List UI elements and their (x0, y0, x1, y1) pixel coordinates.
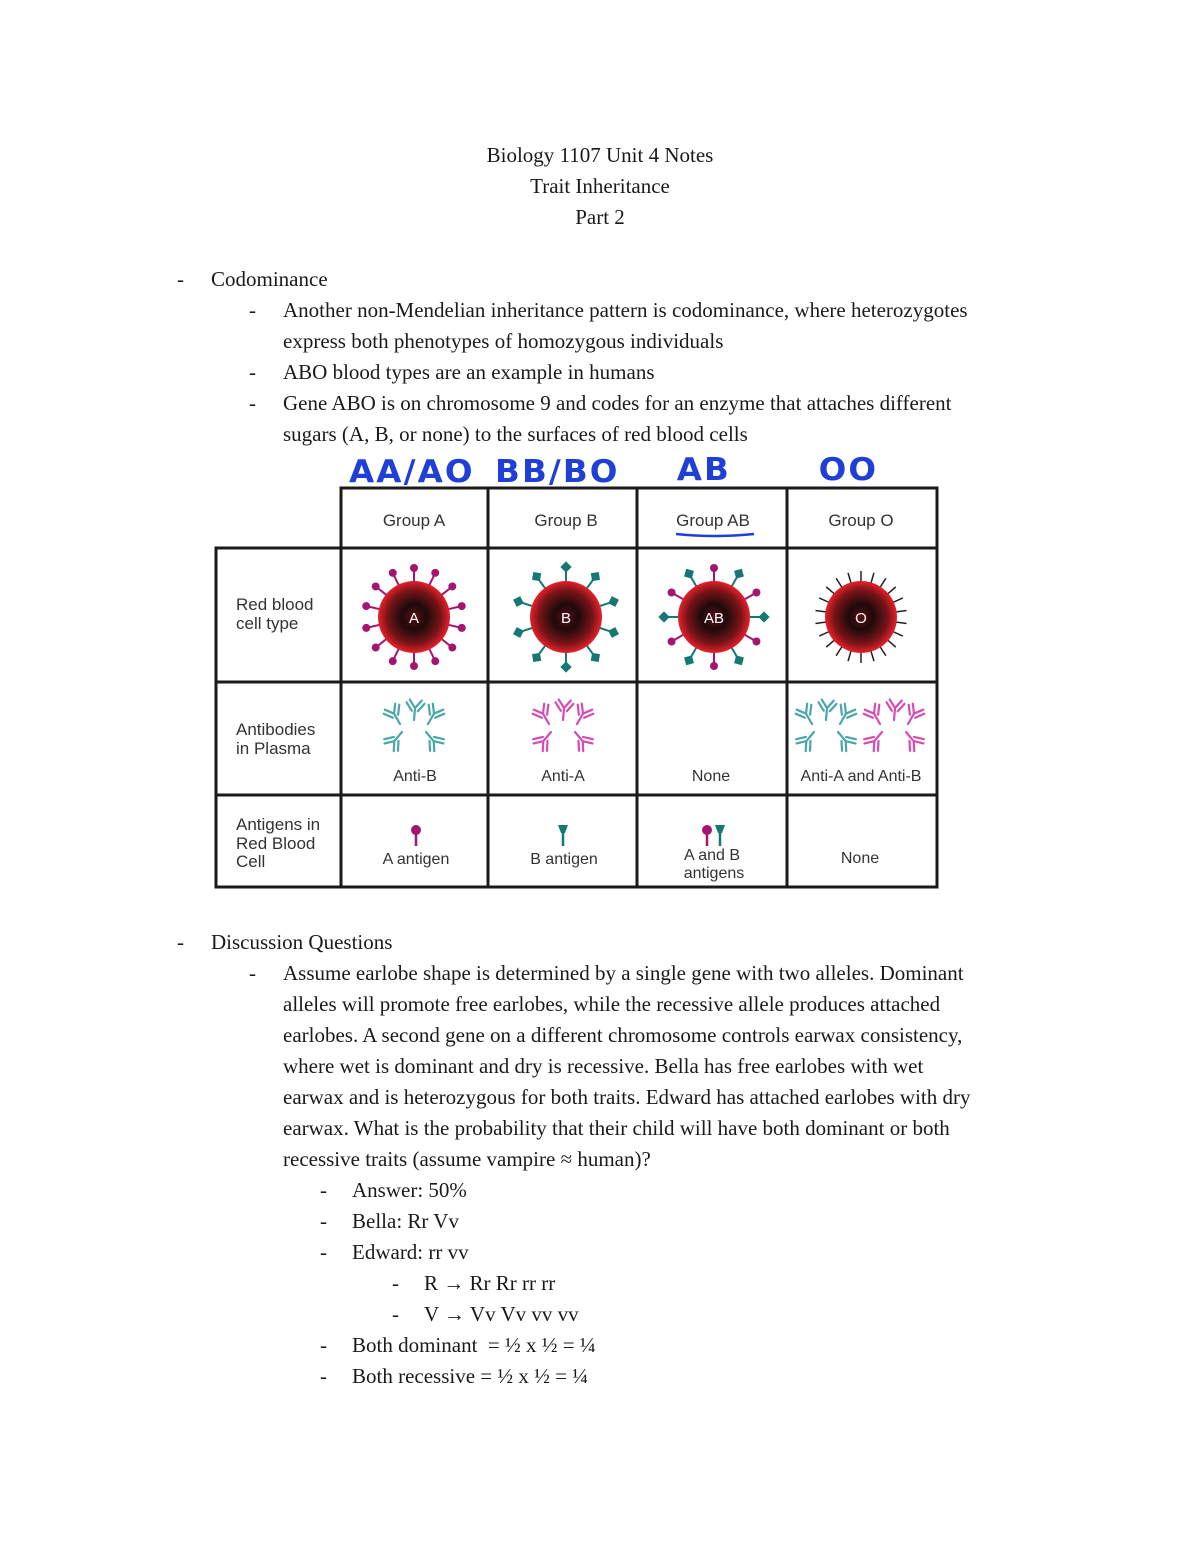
rbc-group-b (513, 561, 619, 672)
rbc-group-ab (658, 564, 769, 670)
row-label-antibodies-2: in Plasma (236, 739, 311, 758)
b-antigen-head (513, 596, 524, 607)
row-label-antigens-3: Cell (236, 852, 266, 871)
bullet-dash: - (249, 298, 256, 322)
a-antigen-icon (411, 825, 421, 846)
discussion-heading: Discussion Questions (211, 930, 393, 954)
b-antigen-icon (558, 825, 568, 846)
rbc-letter-b: B (560, 610, 572, 627)
cross-r: R → Rr Rr rr rr (424, 1271, 556, 1295)
question-line-4: where wet is dominant and dry is recessive. Bella has free earlobes with wet (283, 1054, 924, 1078)
bullet-dash: - (249, 391, 256, 415)
question-line-6: earwax. What is the probability that their child will have both dominant or both (283, 1116, 950, 1140)
rbc-letter-a: A (408, 610, 420, 627)
b-antigen-head (658, 611, 669, 622)
header-group-a: Group A (382, 511, 446, 530)
row-label-rbc-2: cell type (236, 614, 299, 633)
both-recessive: Both recessive = ½ x ½ = ¼ (352, 1364, 588, 1388)
bullet-dash: - (177, 930, 184, 954)
a-antigen-head (410, 662, 418, 670)
b-antigen-head (734, 655, 744, 665)
a-antigen-head (431, 569, 439, 577)
antigen-label-ab-2: antigens (683, 865, 745, 882)
rbc-group-o (815, 571, 906, 663)
header-group-ab: Group AB (676, 511, 750, 530)
antigen-label-b: B antigen (530, 851, 598, 868)
b-antigen-head (513, 627, 524, 638)
rbc-group-a (362, 564, 466, 670)
answer-text: Answer: 50% (352, 1178, 467, 1202)
codominance-heading: Codominance (211, 267, 328, 291)
header-group-b: Group B (534, 511, 598, 530)
bullet-dash: - (392, 1271, 399, 1295)
a-antigen-head (372, 644, 380, 652)
b-antigen-head (608, 627, 619, 638)
question-line-5: earwax and is heterozygous for both traits. Edward has attached earlobes with dry (283, 1085, 971, 1109)
codominance-bullet-3-cont: sugars (A, B, or none) to the surfaces of red blood cells (283, 422, 748, 446)
antibody-label-b: Anti-A (541, 768, 585, 785)
rbc-letter-o: O (855, 610, 867, 627)
handwritten-genotype-a: AA/AO (349, 454, 475, 490)
a-antigen-head (448, 582, 456, 590)
question-line-3: earlobes. A second gene on a different chromosome controls earwax consistency, (283, 1023, 963, 1047)
a-antigen-head (710, 564, 718, 572)
b-antigen-head (532, 653, 541, 662)
bullet-dash: - (320, 1364, 327, 1388)
a-antigen-head (458, 624, 466, 632)
codominance-bullet-2: ABO blood types are an example in humans (283, 360, 655, 384)
a-antigen-head (389, 657, 397, 665)
a-antigen-head (448, 644, 456, 652)
bullet-dash: - (177, 267, 184, 291)
codominance-bullet-3: Gene ABO is on chromosome 9 and codes for an enzyme that attaches different (283, 391, 952, 415)
antibody-anti-a-graphic (531, 699, 595, 753)
a-antigen-head (458, 602, 466, 610)
handwritten-underline (676, 534, 754, 536)
a-antigen-head (752, 589, 760, 597)
antigen-label-ab-1: A and B (683, 847, 741, 864)
antibody-label-o: Anti-A and Anti-B (800, 768, 922, 785)
antibody-anti-a-graphic-o (862, 699, 926, 753)
codominance-bullet-1-cont: express both phenotypes of homozygous individuals (283, 329, 724, 353)
row-label-antigens-2: Red Blood (236, 834, 316, 853)
a-antigen-head (710, 662, 718, 670)
antigen-label-o: None (840, 850, 880, 867)
b-antigen-head (684, 569, 694, 579)
question-line-2: alleles will promote free earlobes, while the recessive allele produces attached (283, 992, 941, 1016)
question-line-7: recessive traits (assume vampire ≈ human)? (283, 1147, 651, 1171)
header-group-o: Group O (828, 511, 894, 530)
document-part: Part 2 (575, 205, 625, 229)
a-antigen-head (752, 638, 760, 646)
bullet-dash: - (320, 1333, 327, 1357)
ab-antigens-icon (702, 825, 725, 846)
b-antigen-head (758, 611, 769, 622)
a-antigen-head (362, 602, 370, 610)
cross-v: V → Vv Vv vv vv (424, 1302, 579, 1326)
a-antigen-head (668, 589, 676, 597)
antibody-label-a: Anti-B (393, 768, 437, 785)
b-antigen-head (734, 569, 744, 579)
a-antigen-head (410, 564, 418, 572)
codominance-bullet-1: Another non-Mendelian inheritance pattern is codominance, where heterozygotes (283, 298, 968, 322)
antibody-anti-b-graphic (382, 699, 446, 753)
b-antigen-head (591, 653, 600, 662)
bella-genotype: Bella: Rr Vv (352, 1209, 459, 1233)
a-antigen-head (372, 582, 380, 590)
document-subtitle: Trait Inheritance (530, 174, 670, 198)
b-antigen-head (684, 655, 694, 665)
b-antigen-head (560, 561, 571, 572)
rbc-letter-ab: AB (703, 610, 725, 627)
a-antigen-head (668, 638, 676, 646)
document-title: Biology 1107 Unit 4 Notes (486, 143, 714, 167)
b-antigen-head (591, 572, 600, 581)
row-label-antigens-1: Antigens in (236, 815, 321, 834)
handwritten-genotype-ab: AB (676, 452, 731, 488)
b-antigen-head (560, 661, 571, 672)
a-antigen-head (431, 657, 439, 665)
handwritten-genotype-b: BB/BO (495, 454, 620, 490)
antibody-anti-b-graphic-o (794, 699, 858, 753)
bullet-dash: - (320, 1209, 327, 1233)
handwritten-genotype-o: OO (818, 452, 879, 488)
question-line-1: Assume earlobe shape is determined by a single gene with two alleles. Dominant (283, 961, 964, 985)
bullet-dash: - (320, 1240, 327, 1264)
both-dominant: Both dominant = ½ x ½ = ¼ (352, 1333, 596, 1357)
row-label-rbc-1: Red blood (236, 595, 314, 614)
edward-genotype: Edward: rr vv (352, 1240, 469, 1264)
antibody-label-ab: None (691, 768, 731, 785)
a-antigen-head (389, 569, 397, 577)
b-antigen-head (532, 572, 541, 581)
antigen-label-a: A antigen (382, 851, 450, 868)
bullet-dash: - (392, 1302, 399, 1326)
bullet-dash: - (249, 360, 256, 384)
bullet-dash: - (249, 961, 256, 985)
bullet-dash: - (320, 1178, 327, 1202)
b-antigen-head (608, 596, 619, 607)
row-label-antibodies-1: Antibodies (236, 720, 316, 739)
a-antigen-head (362, 624, 370, 632)
